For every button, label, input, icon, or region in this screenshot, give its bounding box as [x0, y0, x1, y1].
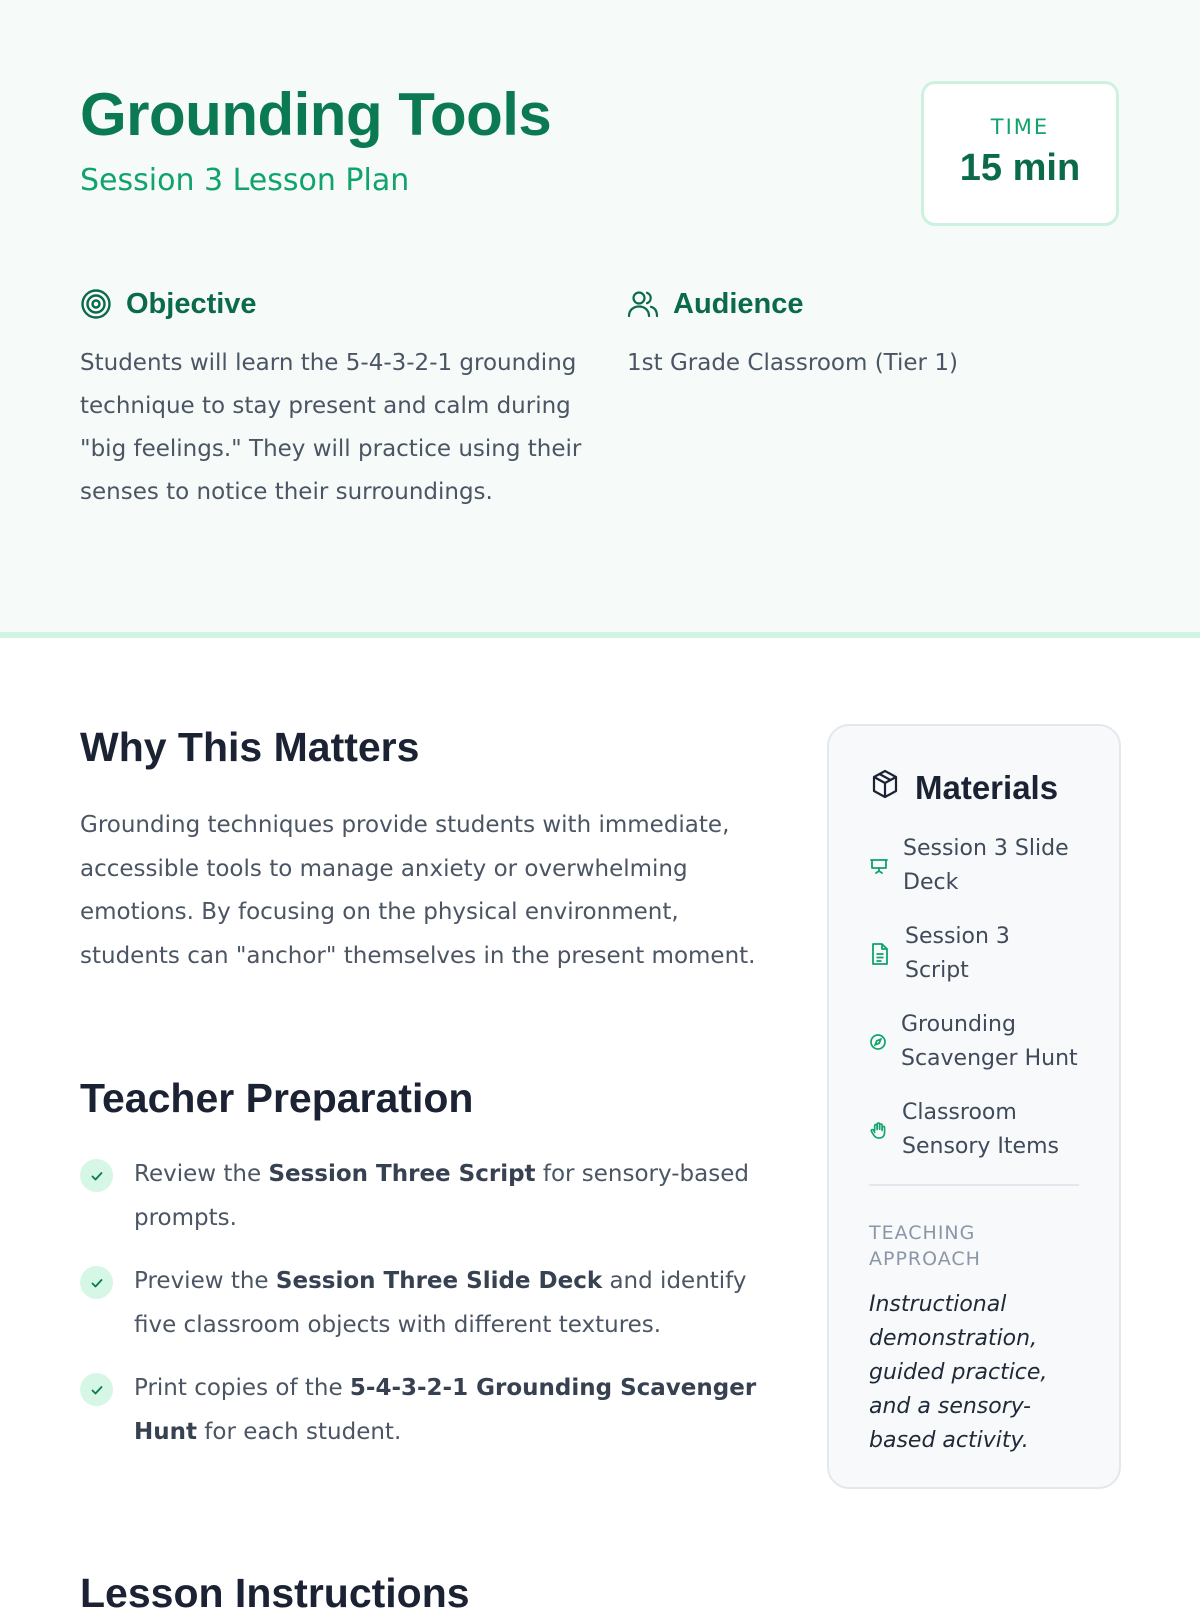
materials-list — [869, 832, 1079, 1164]
prep-item-after: and identify five classroom objects with different textures. — [134, 1268, 747, 1338]
lesson-header — [0, 0, 1200, 638]
prep-item — [80, 1260, 770, 1347]
audience-text: 1st Grade Classroom (Tier 1) — [627, 350, 958, 376]
instructions-heading: Lesson Instructions — [80, 1570, 470, 1616]
material-label: Grounding Scavenger Hunt — [901, 1012, 1078, 1071]
page-title: Grounding Tools — [80, 81, 552, 148]
page-subtitle: Session 3 Lesson Plan — [80, 163, 410, 198]
prep-item-before: Preview the — [134, 1268, 276, 1294]
presentation-icon — [869, 856, 889, 876]
prep-item — [80, 1367, 770, 1454]
check-icon — [80, 1373, 113, 1406]
time-badge — [921, 81, 1119, 226]
material-item — [869, 1096, 1079, 1164]
material-item — [869, 1008, 1079, 1076]
approach-text: Instructional demonstration, guided practice, and a sensory-based activity. — [869, 1292, 1048, 1453]
target-icon — [80, 288, 112, 320]
prep-item-before: Review the — [134, 1161, 269, 1187]
material-label: Session 3 Slide Deck — [903, 836, 1069, 895]
prep-item-before: Print copies of the — [134, 1375, 350, 1401]
material-item — [869, 832, 1079, 900]
check-icon — [80, 1266, 113, 1299]
material-label: Session 3 Script — [905, 924, 1010, 983]
why-text: Grounding techniques provide students with immediate, accessible tools to manage anxiety or overwhelming emotions. By focusing on the physical environment, students can "anchor" themselves in the present moment. — [80, 812, 756, 969]
card-divider — [869, 1184, 1079, 1186]
time-label: TIME — [990, 115, 1050, 139]
approach-label: TEACHING APPROACH — [869, 1222, 981, 1270]
objective-text: Students will learn the 5-4-3-2-1 grounding technique to stay present and calm during "big feelings." They will practice using their senses to notice their surroundings. — [80, 350, 582, 505]
prep-item-bold: Session Three Script — [268, 1161, 536, 1187]
materials-heading: Materials — [915, 769, 1059, 806]
prep-item-bold: Session Three Slide Deck — [275, 1268, 603, 1294]
document-icon — [869, 942, 891, 966]
prep-item-after: for sensory-based prompts. — [134, 1161, 749, 1231]
objective-heading: Objective — [126, 287, 257, 320]
check-icon — [80, 1159, 113, 1192]
material-label: Classroom Sensory Items — [902, 1100, 1059, 1159]
prep-item-after: for each student. — [197, 1418, 402, 1445]
prep-item — [80, 1153, 770, 1240]
audience-section — [627, 282, 1127, 385]
users-icon — [627, 288, 659, 320]
audience-heading: Audience — [673, 287, 804, 320]
prep-item-bold: 5-4-3-2-1 Grounding Scavenger Hunt — [134, 1375, 757, 1445]
hand-icon — [869, 1121, 888, 1140]
prep-list — [80, 1153, 770, 1474]
compass-icon — [869, 1033, 887, 1051]
why-heading: Why This Matters — [80, 724, 420, 770]
materials-card — [827, 724, 1121, 1489]
package-icon — [869, 768, 901, 808]
time-value: 15 min — [959, 147, 1081, 189]
objective-section — [80, 282, 600, 514]
material-item — [869, 920, 1079, 988]
prep-heading: Teacher Preparation — [80, 1075, 474, 1121]
